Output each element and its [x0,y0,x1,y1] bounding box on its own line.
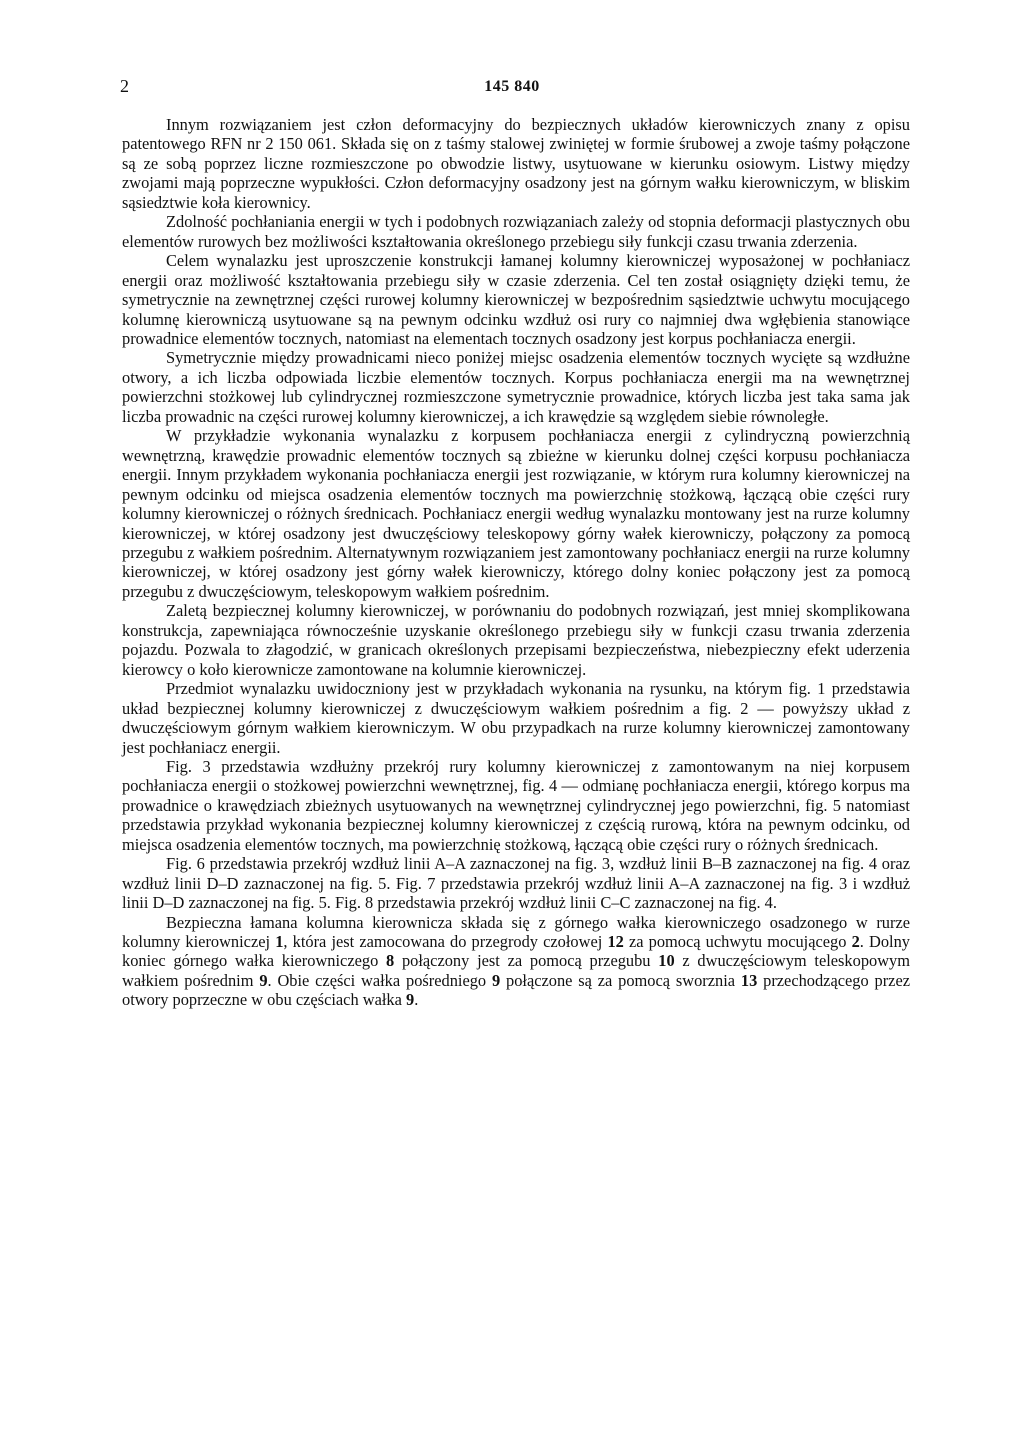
text-segment: połączony jest za pomocą przegubu [394,951,659,971]
paragraph-9: Fig. 6 przedstawia przekrój wzdłuż linii A–A zaznaczonej na fig. 3, wzdłuż linii B–B zaznaczonej na fig. 4 oraz wzdłuż linii D–D zaznaczonej na fig. 5. Fig. 7 przedstawia przekrój wzdłuż linii A–A zaznaczonej na fig. 3 i wzdłuż linii D–D zaznaczonej na fig. 5. Fig. 8 przedstawia przekrój wzdłuż linii C–C zaznaczonej na fig. 4. [122,854,910,913]
text-segment: . [414,990,419,1010]
reference-numeral: 8 [386,951,395,971]
page-number: 2 [120,76,129,96]
patent-number: 145 840 [484,78,540,95]
paragraph-10 [122,913,910,1010]
paragraph-1: Innym rozwiązaniem jest człon deformacyjny do bezpiecznych układów kierowniczych znany z opisu patentowego RFN nr 2 150 061. Składa się on z taśmy stalowej zwiniętej w formie śrubowej a zwoje taśmy połączone są ze sobą poprzez liczne rozmieszczone po obwodzie listwy, usytuowane w kierunku osiowym. Listwy między zwojami mają poprzeczne wypukłości. Człon deformacyjny osadzony jest na górnym wałku kierowniczym, w bliskim sąsiedztwie koła kierownicy. [122,115,910,212]
reference-numeral: 12 [607,932,624,952]
reference-numeral: 1 [275,932,284,952]
text-segment: , która jest zamocowana do przegrody czołowej [283,932,608,952]
text-segment: połączone są za pomocą sworznia [500,970,741,990]
paragraph-4: Symetrycznie między prowadnicami nieco poniżej miejsc osadzenia elementów tocznych wycięte są wzdłużne otwory, a ich liczba odpowiada liczbie elementów tocznych. Korpus pochłaniacza energii ma na wewnętrznej powierzchni stożkowej lub cylindrycznej rozmieszczone symetrycznie prowadnice, których liczba jest taka sama jak liczba prowadnic na części rurowej kolumny kierowniczej, a ich krawędzie są względem siebie równoległe. [122,348,910,426]
text-segment: przechodzącego przez otwory poprzeczne w obu częściach wałka [122,970,910,1010]
paragraph-8: Fig. 3 przedstawia wzdłużny przekrój rury kolumny kierowniczej z zamontowanym na niej korpusem pochłaniacza energii o stożkowej powierzchni wewnętrznej, fig. 4 — odmianę pochłaniacza energii, którego korpus ma prowadnice o krawędziach zbieżnych usytuowanych na wewnętrznej cylindrycznej jego powierzchni, fig. 5 natomiast przedstawia przykład wykonania bezpiecznej kolumny kierowniczej z częścią rurową, która na pewnym odcinku, od miejsca osadzenia elementów tocznych, ma powierzchnię stożkową, łączącą obie części rury o różnych średnicach. [122,756,910,854]
paragraph-6: Zaletą bezpiecznej kolumny kierowniczej, w porównaniu do podobnych rozwiązań, jest mniej skomplikowana konstrukcja, zapewniająca równocześnie uzyskanie określonego przebiegu siły w funkcji czasu trwania zderzenia pojazdu. Pozwala to złagodzić, w granicach określonych przepisami bezpieczeństwa, niebezpieczny efekt uderzenia kierowcy o koło kierownicze zamontowane na kolumnie kierowniczej. [122,601,910,679]
reference-numeral: 9 [259,970,268,990]
reference-numeral: 9 [405,990,415,1010]
text-segment: . Dolny koniec górnego wałka kierowniczego [122,932,910,971]
text-segment: . Obie części wałka pośredniego [267,970,492,990]
text-segment: z dwuczęściowym teleskopowym wałkiem pośrednim [122,951,910,990]
document-body [122,115,910,1010]
reference-numeral: 9 [491,970,501,990]
reference-numeral: 13 [740,970,758,990]
paragraph-7: Przedmiot wynalazku uwidoczniony jest w przykładach wykonania na rysunku, na którym fig. 1 przedstawia układ bezpiecznej kolumny kierowniczej z dwuczęściowym wałkiem pośrednim a fig. 2 — powyższy układ z dwuczęściowym górnym wałkiem kierowniczym. W obu przypadkach na rurze kolumny kierowniczej zamontowany jest pochłaniacz energii. [122,679,910,757]
reference-numeral: 2 [851,932,860,952]
paragraph-3: Celem wynalazku jest uproszczenie konstrukcji łamanej kolumny kierowniczej wyposażonej w pochłaniacz energii oraz możliwość kształtowania przebiegu siły w czasie zderzenia. Cel ten został osiągnięty dzięki temu, że symetrycznie na zewnętrznej części rurowej kolumny kierowniczej w bezpośrednim sąsiedztwie uchwytu mocującego kolumnę kierowniczą usytuowane są na pewnym odcinku wzdłuż osi rury co najmniej dwa wgłębienia stanowiące prowadnice elementów tocznych, natomiast na elementach tocznych osadzony jest korpus pochłaniacza energii. [122,251,910,348]
paragraph-2: Zdolność pochłaniania energii w tych i podobnych rozwiązaniach zależy od stopnia deformacji plastycznych obu elementów rurowych bez możliwości kształtowania określonego przebiegu siły funkcji czasu trwania zderzenia. [122,212,910,251]
text-segment: za pomocą uchwytu mocującego [623,932,852,952]
reference-numeral: 10 [658,951,675,971]
paragraph-5: W przykładzie wykonania wynalazku z korpusem pochłaniacza energii z cylindryczną powierzchnią wewnętrzną, krawędzie prowadnic elementów tocznych są zbieżne w kierunku dolnej części korpusu pochłaniacza energii. Innym przykładem wykonania pochłaniacza energii jest rozwiązanie, w którym rura kolumny kierowniczej na pewnym odcinku od miejsca osadzenia elementów tocznych ma powierzchnię stożkową, łączącą obie części rury kolumny kierowniczej o różnych średnicach. Pochłaniacz energii według wynalazku montowany jest na rurze kolumny kierowniczej, w której osadzony jest dwuczęściowy teleskopowy górny wałek kierowniczy, połączony za pomocą przegubu z wałkiem pośrednim. Alternatywnym rozwiązaniem jest zamontowany pochłaniacz energii na rurze kolumny kierowniczej, w której osadzony jest górny wałek kierowniczy, którego dolny koniec połączony jest za pomocą przegubu z dwuczęściowym, teleskopowym wałkiem pośrednim. [122,426,910,601]
text-segment: Bezpieczna łamana kolumna kierownicza składa się z górnego wałka kierowniczego osadzonego w rurze kolumny kierowniczej [122,912,910,952]
